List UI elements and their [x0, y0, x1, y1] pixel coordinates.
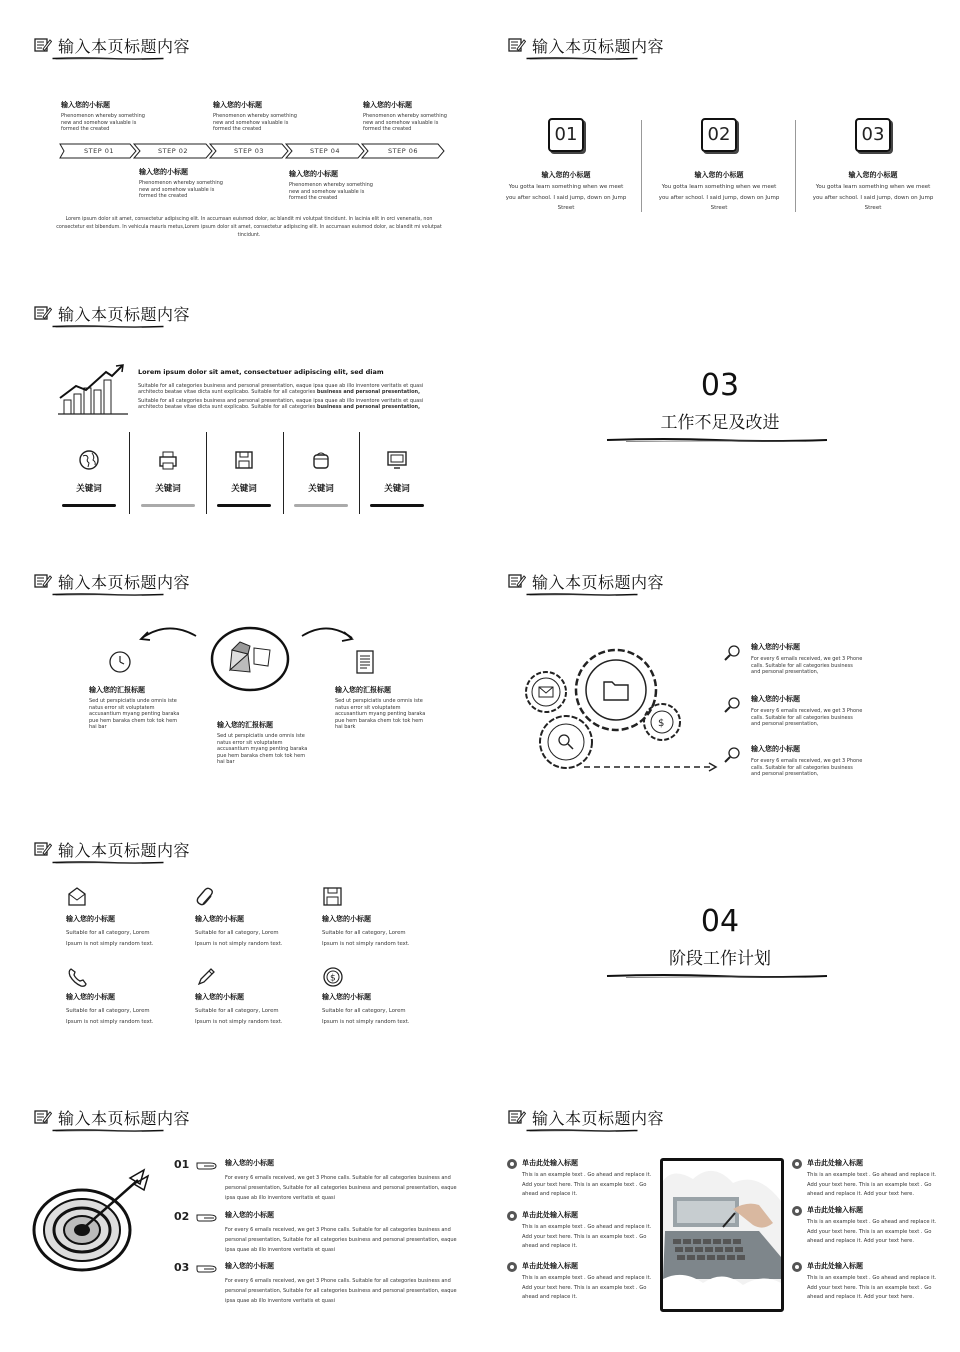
item-title: 单击此处输入标题 — [807, 1159, 863, 1167]
keyword-card-3[interactable] — [217, 449, 271, 507]
gear-dollar-icon — [644, 704, 680, 740]
divider — [359, 432, 360, 514]
memo-icon — [34, 1109, 52, 1125]
section-underline — [606, 973, 828, 979]
click-item-right-3[interactable] — [791, 1261, 941, 1303]
paragraph-2 — [138, 398, 438, 410]
slide-header — [34, 30, 190, 60]
title-underline — [34, 325, 182, 328]
item-title: 输入您的小标题 — [195, 915, 244, 923]
click-item-right-2[interactable] — [791, 1205, 941, 1247]
printer-icon — [157, 449, 179, 471]
document-icon — [355, 649, 375, 675]
memo-icon — [34, 305, 52, 321]
top-item-1 — [61, 100, 146, 133]
paragraph-bold: business and personal presentation, — [316, 404, 420, 410]
memo-icon — [508, 1109, 526, 1125]
item-title: 输入您的汇报标题 — [217, 721, 273, 729]
page-title: 输入本页标题内容 — [532, 1108, 665, 1128]
item-title: 输入您的小标题 — [751, 745, 800, 753]
item-title: 输入您的小标题 — [139, 168, 188, 176]
keyword-bar — [141, 504, 195, 507]
item-desc: For every 6 emails received, we get 3 Phone calls. Suitable for all categories business and personal presentation, Suitable for all categories business and personal presentation, eaque ipsa quae ab illo inventore veritatis et quasi — [225, 1175, 457, 1201]
item-title: 输入您的小标题 — [195, 993, 244, 1001]
title-underline — [34, 593, 182, 596]
text-block — [138, 368, 438, 410]
item-title: 输入您的汇报标题 — [335, 686, 391, 694]
number-box: 02 — [701, 118, 737, 152]
item-desc: For every 6 emails received, we get 3 Phone calls. Suitable for all categories business and personal presentation, — [751, 656, 863, 675]
item-desc: Suitable for all category, Lorem Ipsum is not simply random text. — [66, 930, 154, 947]
item-title: 输入您的小标题 — [225, 1211, 274, 1219]
page-title: 输入本页标题内容 — [58, 36, 191, 56]
svg-text:$: $ — [658, 718, 665, 729]
clock-icon — [108, 650, 132, 674]
item-desc: Suitable for all category, Lorem Ipsum is not simply random text. — [195, 1008, 283, 1025]
bottom-item-1 — [139, 167, 224, 200]
step-label: STEP 04 — [310, 147, 340, 155]
keyword-bar — [62, 504, 116, 507]
flower-icon — [791, 1158, 803, 1170]
pie-chart-icon — [210, 626, 290, 692]
curved-arrow-right-icon — [300, 624, 356, 644]
click-item-left-2[interactable] — [506, 1210, 656, 1252]
item-title: 单击此处输入标题 — [522, 1262, 578, 1270]
item-desc: Sed ut perspiciatis unde omnis iste natus error sit voluptatem accusantium myang penting baraka pue hem baraka chem tok tok hem hai bark — [335, 698, 426, 730]
item-title: 输入您的小标题 — [66, 915, 115, 923]
number-box: 03 — [855, 118, 891, 152]
memo-icon — [34, 37, 52, 53]
plan-item-2 — [174, 1210, 460, 1255]
feature-item-3 — [322, 886, 422, 949]
item-desc: This is an example text . Go ahead and replace it. Add your text here. This is an example text . Go ahead and replace it. — [522, 1172, 652, 1197]
keyword-label: 关键词 — [384, 484, 410, 494]
title-underline — [508, 57, 656, 60]
gear-mail-icon — [526, 672, 566, 712]
globe-icon — [78, 449, 100, 471]
column-3 — [811, 118, 935, 214]
item-title: 单击此处输入标题 — [522, 1159, 578, 1167]
step-label: STEP 03 — [234, 147, 264, 155]
magnifier-icon — [723, 696, 741, 714]
click-item-right-1[interactable] — [791, 1158, 941, 1200]
gear-item-2 — [723, 694, 863, 728]
page-title: 输入本页标题内容 — [532, 36, 665, 56]
flower-icon — [791, 1261, 803, 1273]
divider — [283, 432, 284, 514]
item-desc: Phenomenon whereby something new and somehow valuable is formed the created — [289, 182, 373, 201]
gear-search-icon — [540, 716, 592, 768]
number-box: 01 — [548, 118, 584, 152]
slide-8 — [480, 804, 960, 1072]
column-title: 输入您的小标题 — [848, 171, 898, 179]
plan-item-3 — [174, 1261, 460, 1306]
click-item-left-1[interactable] — [506, 1158, 656, 1200]
keyword-label: 关键词 — [76, 484, 102, 494]
keyword-card-5[interactable] — [370, 449, 424, 507]
svg-text:$: $ — [330, 973, 336, 984]
report-item-1 — [89, 685, 181, 731]
item-desc: Suitable for all category, Lorem Ipsum is not simply random text. — [322, 1008, 410, 1025]
floppy-disk-icon — [233, 449, 255, 471]
slide-2 — [480, 0, 960, 268]
page-title: 输入本页标题内容 — [532, 572, 665, 592]
magnifier-icon — [723, 746, 741, 764]
slide-header — [34, 298, 190, 328]
item-desc: For every 6 emails received, we get 3 Phone calls. Suitable for all categories business and personal presentation, Suitable for all categories business and personal presentation, eaque ipsa quae ab illo inventore veritatis et quasi — [225, 1278, 457, 1304]
laptop-photo — [663, 1161, 781, 1309]
report-item-2 — [217, 720, 309, 766]
floppy-disk-icon — [322, 886, 344, 908]
divider — [129, 432, 130, 514]
section-title: 阶段工作计划 — [669, 949, 771, 969]
title-underline — [34, 1129, 182, 1132]
step-label: STEP 01 — [84, 147, 114, 155]
item-title: 输入您的小标题 — [751, 643, 800, 651]
envelope-icon — [66, 886, 88, 908]
feature-item-2 — [195, 886, 295, 949]
item-desc: Phenomenon whereby something new and somehow valuable is formed the created — [213, 113, 297, 132]
paragraph-text: Suitable for all categories business and personal presentation, eaque ipsa quae ab illo inventore veritatis et quasi architecto beatae vitae dicta sunt explicabo. Suitable for all categories — [138, 398, 424, 410]
photo-frame — [660, 1158, 784, 1312]
title-underline — [34, 861, 182, 864]
slide-10 — [480, 1072, 960, 1352]
item-desc: Suitable for all category, Lorem Ipsum is not simply random text. — [66, 1008, 154, 1025]
step-label: STEP 06 — [388, 147, 418, 155]
item-title: 输入您的小标题 — [213, 101, 262, 109]
feature-item-1 — [66, 886, 166, 949]
top-item-3 — [363, 100, 448, 133]
keyword-card-2[interactable] — [141, 449, 195, 507]
bag-icon — [310, 449, 332, 471]
slide-3 — [0, 268, 480, 536]
title-underline — [508, 1129, 656, 1132]
headline: Lorem ipsum dolor sit amet, consectetuer adipiscing elit, sed diam — [138, 368, 384, 376]
item-desc: Sed ut perspiciatis unde omnis iste natus error sit voluptatem accusantium myang penting baraka pue hem baraka chem tok tok hem hai bar — [217, 733, 308, 765]
footer-text: Lorem ipsum dolor sit amet, consectetur adipiscing elit. In accumsan euismod dolor, ac blandit mi volutpat tincidunt. In lacinia elit in orci venenatis, non consectetur est bibendum. In vehicula mauris metus,Lorem ipsum dolor sit amet, consectetur adipiscing elit. In accumsan euismod dolor, ac blandit mi volutpat tincidunt. — [56, 217, 442, 238]
curved-arrow-left-icon — [138, 624, 198, 644]
column-desc: You gotta learn something when we meet you after school. I said jump, down on Jump Street — [658, 184, 780, 211]
memo-icon — [34, 841, 52, 857]
click-item-left-3[interactable] — [506, 1261, 656, 1303]
magnifier-icon — [723, 644, 741, 662]
column-desc: You gotta learn something when we meet you after school. I said jump, down on Jump Street — [812, 184, 934, 211]
item-desc: Phenomenon whereby something new and somehow valuable is formed the created — [363, 113, 447, 132]
item-desc: For every 6 emails received, we get 3 Phone calls. Suitable for all categories business and personal presentation, Suitable for all categories business and personal presentation, eaque ipsa quae ab illo inventore veritatis et quasi — [225, 1227, 457, 1253]
item-desc: This is an example text . Go ahead and replace it. Add your text here. This is an example text . Go ahead and replace it. Add your text here. — [807, 1172, 937, 1197]
item-title: 输入您的小标题 — [289, 170, 338, 178]
slide-header — [34, 566, 190, 596]
plan-item-1 — [174, 1158, 460, 1203]
item-number: 02 — [174, 1210, 190, 1223]
pointing-hand-icon — [196, 1212, 218, 1222]
target-arrow-icon — [30, 1168, 160, 1276]
page-title: 输入本页标题内容 — [58, 840, 191, 860]
item-title: 输入您的小标题 — [322, 915, 371, 923]
column-2 — [657, 118, 781, 214]
slide-4 — [480, 268, 960, 536]
flower-icon — [506, 1210, 518, 1222]
phone-icon — [66, 966, 88, 988]
section-number: 03 — [700, 368, 740, 403]
paragraph-text: Suitable for all categories business and personal presentation, eaque ipsa quae ab illo inventore veritatis et quasi architecto beatae vitae dicta sunt explicabo. Suitable for all categories — [138, 383, 424, 395]
item-number: 01 — [174, 1158, 190, 1171]
divider — [795, 120, 796, 212]
section-title: 工作不足及改进 — [660, 413, 780, 433]
item-title: 输入您的小标题 — [66, 993, 115, 1001]
slide-header — [34, 1102, 190, 1132]
column-title: 输入您的小标题 — [541, 171, 591, 179]
report-item-3 — [335, 685, 427, 731]
gears-diagram — [524, 646, 724, 774]
item-title: 单击此处输入标题 — [522, 1211, 578, 1219]
title-underline — [508, 593, 656, 596]
divider — [206, 432, 207, 514]
item-desc: For every 6 emails received, we get 3 Phone calls. Suitable for all categories business and personal presentation, — [751, 758, 863, 777]
monitor-icon — [386, 449, 408, 471]
bottom-item-2 — [289, 169, 374, 202]
memo-icon — [34, 573, 52, 589]
item-number: 03 — [174, 1261, 190, 1274]
pencil-icon — [195, 966, 217, 988]
item-title: 单击此处输入标题 — [807, 1262, 863, 1270]
paragraph-bold: business and personal presentation, — [316, 389, 420, 395]
item-desc: This is an example text . Go ahead and replace it. Add your text here. This is an example text . Go ahead and replace it. Add your text here. — [807, 1275, 937, 1300]
item-desc: Phenomenon whereby something new and somehow valuable is formed the created — [139, 180, 223, 199]
growth-chart-icon — [56, 364, 130, 416]
keyword-card-1[interactable] — [62, 449, 116, 507]
steps-bar — [58, 143, 448, 159]
item-title: 输入您的汇报标题 — [89, 686, 145, 694]
page-title: 输入本页标题内容 — [58, 1108, 191, 1128]
item-title: 输入您的小标题 — [225, 1262, 274, 1270]
feature-item-5 — [195, 966, 295, 1027]
memo-icon — [508, 37, 526, 53]
slide-9 — [0, 1072, 480, 1352]
item-desc: This is an example text . Go ahead and replace it. Add your text here. This is an example text . Go ahead and replace it. — [522, 1224, 652, 1249]
flower-icon — [791, 1205, 803, 1217]
dollar-coin-icon — [322, 966, 344, 988]
divider — [641, 120, 642, 212]
section-underline — [606, 437, 828, 443]
flower-icon — [506, 1158, 518, 1170]
slide-header — [508, 566, 664, 596]
keyword-bar — [294, 504, 348, 507]
title-underline — [34, 57, 182, 60]
item-desc: Suitable for all category, Lorem Ipsum is not simply random text. — [195, 930, 283, 947]
item-desc: Phenomenon whereby something new and somehow valuable is formed the created — [61, 113, 145, 132]
column-title: 输入您的小标题 — [694, 171, 744, 179]
memo-icon — [508, 573, 526, 589]
item-desc: For every 6 emails received, we get 3 Phone calls. Suitable for all categories business and personal presentation, — [751, 708, 863, 727]
item-desc: This is an example text . Go ahead and replace it. Add your text here. This is an example text . Go ahead and replace it. Add your text here. — [807, 1219, 937, 1244]
slide-header — [508, 30, 664, 60]
item-title: 输入您的小标题 — [225, 1159, 274, 1167]
slide-6 — [480, 536, 960, 804]
paperclip-icon — [195, 886, 217, 908]
top-item-2 — [213, 100, 298, 133]
item-desc: Sed ut perspiciatis unde omnis iste natus error sit voluptatem accusantium myang penting baraka pue hem baraka chem tok tok hem hai bar — [89, 698, 180, 730]
keyword-label: 关键词 — [308, 484, 334, 494]
gear-item-1 — [723, 642, 863, 676]
item-title: 输入您的小标题 — [322, 993, 371, 1001]
keyword-label: 关键词 — [231, 484, 257, 494]
keyword-bar — [217, 504, 271, 507]
item-title: 输入您的小标题 — [363, 101, 412, 109]
step-label: STEP 02 — [158, 147, 188, 155]
slide-header — [34, 834, 190, 864]
page-title: 输入本页标题内容 — [58, 572, 191, 592]
item-title: 输入您的小标题 — [61, 101, 110, 109]
slide-7 — [0, 804, 480, 1072]
column-1 — [504, 118, 628, 214]
pointing-hand-icon — [196, 1160, 218, 1170]
flower-icon — [506, 1261, 518, 1273]
gear-item-3 — [723, 744, 863, 778]
section-number: 04 — [700, 904, 740, 939]
page-title: 输入本页标题内容 — [58, 304, 191, 324]
keyword-card-4[interactable] — [294, 449, 348, 507]
slide-header — [508, 1102, 664, 1132]
paragraph-1 — [138, 383, 438, 395]
column-desc: You gotta learn something when we meet you after school. I said jump, down on Jump Street — [505, 184, 627, 211]
item-title: 输入您的小标题 — [751, 695, 800, 703]
slide-1 — [0, 0, 480, 268]
slide-5 — [0, 536, 480, 804]
feature-item-6 — [322, 966, 422, 1027]
keyword-label: 关键词 — [155, 484, 181, 494]
item-title: 单击此处输入标题 — [807, 1206, 863, 1214]
item-desc: Suitable for all category, Lorem Ipsum is not simply random text. — [322, 930, 410, 947]
keyword-bar — [370, 504, 424, 507]
feature-item-4 — [66, 966, 166, 1027]
item-desc: This is an example text . Go ahead and replace it. Add your text here. This is an example text . Go ahead and replace it. — [522, 1275, 652, 1300]
pointing-hand-icon — [196, 1263, 218, 1273]
